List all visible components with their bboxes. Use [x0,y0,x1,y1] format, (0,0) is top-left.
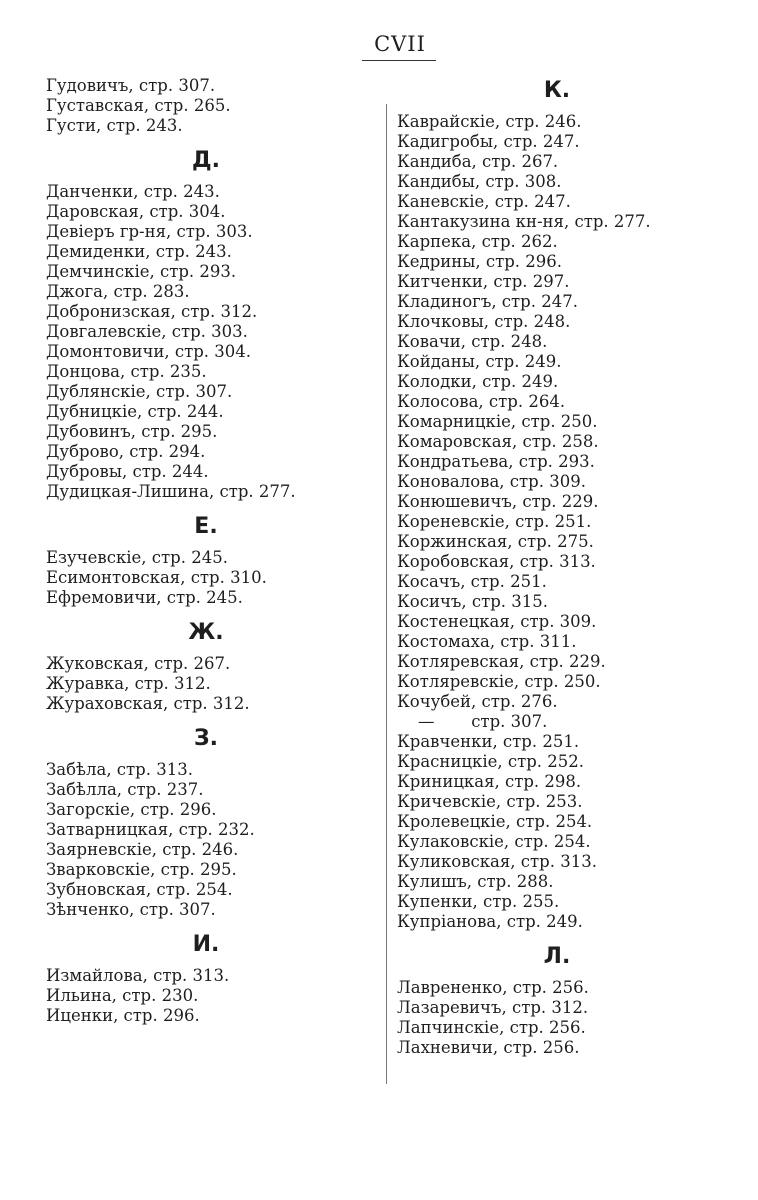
index-entry: Довгалевскіе, стр. 303. [46,322,248,341]
section-letter-heading: И. [192,932,220,957]
index-entry: Купенки, стр. 255. [397,892,560,911]
index-entry: Кандиба, стр. 267. [397,152,559,171]
section-letter-heading: Л. [543,944,571,969]
index-entry: Койданы, стр. 249. [397,352,562,371]
right-index-column [397,76,717,1058]
section-letter-heading: З. [194,726,218,751]
index-entry: Коржинская, стр. 275. [397,532,594,551]
index-entry: Зубновская, стр. 254. [46,880,233,899]
index-entry: Клочковы, стр. 248. [397,312,571,331]
index-entry: Косачъ, стр. 251. [397,572,547,591]
index-entry: Добронизская, стр. 312. [46,302,258,321]
index-entry: Измайлова, стр. 313. [46,966,230,985]
index-entry: Кадигробы, стр. 247. [397,132,580,151]
index-entry: Дублянскіе, стр. 307. [46,382,233,401]
index-entry: Дубровы, стр. 244. [46,462,209,481]
index-entry: Гудовичъ, стр. 307. [46,76,216,95]
index-entry: Колосова, стр. 264. [397,392,566,411]
index-entry: Кравченки, стр. 251. [397,732,580,751]
index-entry: Кулишъ, стр. 288. [397,872,554,891]
index-section [46,724,366,920]
index-entry: Кладиногъ, стр. 247. [397,292,578,311]
index-section [46,618,366,714]
index-entry: Ковачи, стр. 248. [397,332,548,351]
index-entry: Данченки, стр. 243. [46,182,220,201]
index-section [46,146,366,502]
page-number-rule [362,60,436,61]
index-section [46,512,366,608]
index-entry: Забѣлла, стр. 237. [46,780,204,799]
index-entry: Демиденки, стр. 243. [46,242,232,261]
index-entry: Кореневскіе, стр. 251. [397,512,592,531]
index-entry: Конюшевичъ, стр. 229. [397,492,599,511]
index-entry: Забѣла, стр. 313. [46,760,193,779]
column-divider [386,104,387,1084]
index-entry: Лахневичи, стр. 256. [397,1038,580,1057]
index-entry: Затварницкая, стр. 232. [46,820,255,839]
index-entry: Дубницкіе, стр. 244. [46,402,224,421]
index-section [46,930,366,1026]
index-entry: Ефремовичи, стр. 245. [46,588,243,607]
index-entry: Кулаковскіе, стр. 254. [397,832,591,851]
index-section [397,942,717,1058]
index-entry: Иценки, стр. 296. [46,1006,200,1025]
section-letter-heading: К. [543,78,571,103]
index-entry: Дубовинъ, стр. 295. [46,422,218,441]
index-entry: Костенецкая, стр. 309. [397,612,597,631]
index-entry: Джога, стр. 283. [46,282,190,301]
index-entry: Комарницкіе, стр. 250. [397,412,598,431]
index-entry: Карпека, стр. 262. [397,232,558,251]
index-entry: Зѣнченко, стр. 307. [46,900,216,919]
index-entry: Зварковскіе, стр. 295. [46,860,237,879]
index-entry: Густавская, стр. 265. [46,96,231,115]
index-entry: Криницкая, стр. 298. [397,772,582,791]
index-entry: Кондратьева, стр. 293. [397,452,595,471]
index-entry: Китченки, стр. 297. [397,272,570,291]
index-entry: Лазаревичъ, стр. 312. [397,998,589,1017]
index-entry: Купріанова, стр. 249. [397,912,583,931]
index-entry: Куликовская, стр. 313. [397,852,597,871]
index-entry: Кантакузина кн-ня, стр. 277. [397,212,651,231]
index-section [397,76,717,932]
index-entry: Журавка, стр. 312. [46,674,211,693]
index-entry: Домонтовичи, стр. 304. [46,342,252,361]
index-entry: Жуковская, стр. 267. [46,654,231,673]
index-entry: Лапчинскіе, стр. 256. [397,1018,586,1037]
index-entry: Комаровская, стр. 258. [397,432,599,451]
index-entry: Кричевскіе, стр. 253. [397,792,583,811]
index-entry: Кандибы, стр. 308. [397,172,562,191]
index-entry: Есимонтовская, стр. 310. [46,568,267,587]
index-entry: Колодки, стр. 249. [397,372,559,391]
index-entry: Красницкіе, стр. 252. [397,752,585,771]
index-entry: Езучевскіе, стр. 245. [46,548,228,567]
index-entry: Котляревская, стр. 229. [397,652,606,671]
index-entry: Загорскіе, стр. 296. [46,800,217,819]
section-letter-heading: Ж. [188,620,224,645]
index-entry: Коновалова, стр. 309. [397,472,586,491]
index-entry: Донцова, стр. 235. [46,362,207,381]
left-index-column [46,76,366,1026]
index-entry: Демчинскіе, стр. 293. [46,262,237,281]
index-entry: Каврайскіе, стр. 246. [397,112,582,131]
index-entry: Жураховская, стр. 312. [46,694,250,713]
index-section [46,76,366,136]
section-letter-heading: Е. [194,514,218,539]
index-entry: Заярневскіе, стр. 246. [46,840,239,859]
index-entry: Густи, стр. 243. [46,116,183,135]
index-entry: Котляревскіе, стр. 250. [397,672,601,691]
index-entry: Лаврененко, стр. 256. [397,978,589,997]
index-entry: Коробовская, стр. 313. [397,552,596,571]
index-entry: Ильина, стр. 230. [46,986,199,1005]
index-entry: Дудицкая-Лишина, стр. 277. [46,482,296,501]
index-entry: Дуброво, стр. 294. [46,442,206,461]
index-entry: Каневскіе, стр. 247. [397,192,571,211]
page-number: CVII [374,32,426,56]
index-entry: Кочубей, стр. 276. [397,692,558,711]
index-entry: — стр. 307. [397,712,548,731]
index-entry: Девіеръ гр-ня, стр. 303. [46,222,253,241]
index-entry: Кролевецкіе, стр. 254. [397,812,593,831]
index-entry: Кедрины, стр. 296. [397,252,563,271]
index-entry: Даровская, стр. 304. [46,202,226,221]
section-letter-heading: Д. [192,148,220,173]
index-entry: Косичъ, стр. 315. [397,592,548,611]
index-entry: Костомаха, стр. 311. [397,632,577,651]
